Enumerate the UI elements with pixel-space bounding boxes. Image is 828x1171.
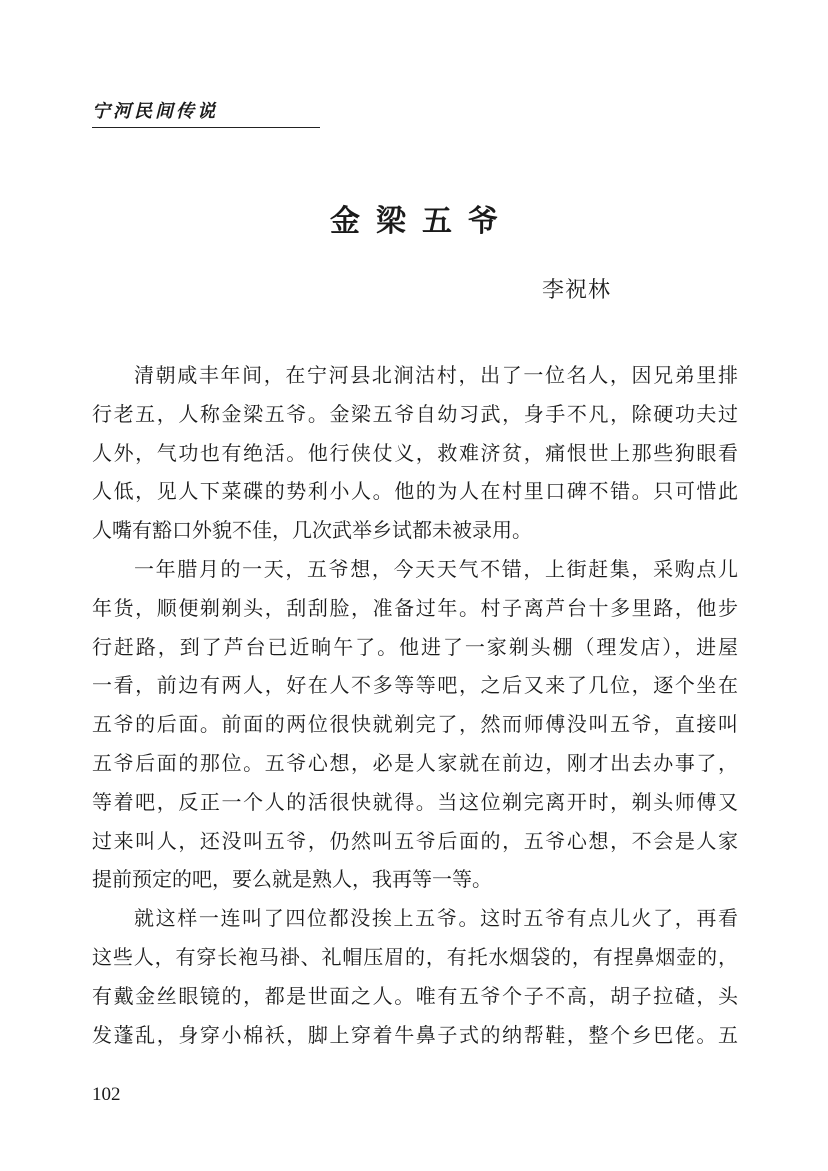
text-line: 一看，前边有两人，好在人不多等等吧，之后又来了几位，逐个坐在 — [92, 673, 738, 698]
text-line: 就这样一连叫了四位都没挨上五爷。这时五爷有点儿火了，再看 — [134, 906, 738, 931]
story-title-char: 梁 — [376, 204, 406, 239]
text-line: 行赶路，到了芦台已近晌午了。他进了一家剃头棚（理发店），进屋 — [92, 634, 738, 659]
paragraph — [92, 356, 738, 550]
paragraph — [92, 899, 738, 1054]
story-title — [0, 198, 828, 246]
text-line: 清朝咸丰年间，在宁河县北涧沽村，出了一位名人，因兄弟里排 — [134, 363, 738, 387]
running-header-title: 宁河民间传说 — [92, 101, 218, 122]
text-line: 五爷后面的那位。五爷心想，必是人家就在前边，刚才出去办事了， — [92, 750, 738, 775]
text-line: 这些人，有穿长袍马褂、礼帽压眉的，有托水烟袋的，有捏鼻烟壶的， — [92, 944, 738, 969]
text-line: 提前预定的吧，要么就是熟人，我再等一等。 — [92, 867, 492, 892]
text-line: 行老五，人称金梁五爷。金梁五爷自幼习武，身手不凡，除硬功夫过 — [92, 401, 738, 426]
story-title-char: 金 — [330, 204, 360, 239]
story-title-char: 爷 — [468, 204, 498, 239]
page-number: 102 — [92, 1084, 121, 1105]
text-line: 有戴金丝眼镜的，都是世面之人。唯有五爷个子不高，胡子拉碴，头 — [92, 983, 738, 1008]
paragraph — [92, 550, 738, 899]
text-line: 过来叫人，还没叫五爷，仍然叫五爷后面的，五爷心想，不会是人家 — [92, 828, 738, 853]
text-line: 五爷的后面。前面的两位很快就剃完了，然而师傅没叫五爷，直接叫 — [92, 712, 738, 737]
text-line: 一年腊月的一天，五爷想，今天天气不错，上街赶集，采购点儿 — [134, 556, 738, 581]
story-title-char: 五 — [422, 204, 452, 239]
running-header — [92, 100, 320, 128]
text-line: 人嘴有豁口外貌不佳，几次武举乡试都未被录用。 — [92, 518, 532, 543]
story-body — [92, 356, 738, 1054]
text-line: 人低，见人下菜碟的势利小人。他的为人在村里口碑不错。只可惜此 — [92, 479, 738, 504]
text-line: 人外，气功也有绝活。他行侠仗义，救难济贫，痛恨世上那些狗眼看 — [92, 440, 738, 465]
text-line: 年货，顺便剃剃头，刮刮脸，准备过年。村子离芦台十多里路，他步 — [92, 595, 738, 620]
text-line: 发蓬乱，身穿小棉袄，脚上穿着牛鼻子式的纳帮鞋，整个乡巴佬。五 — [92, 1022, 738, 1047]
text-line: 等着吧，反正一个人的活很快就得。当这位剃完离开时，剃头师傅又 — [92, 789, 738, 814]
author-name: 李祝林 — [542, 278, 612, 303]
